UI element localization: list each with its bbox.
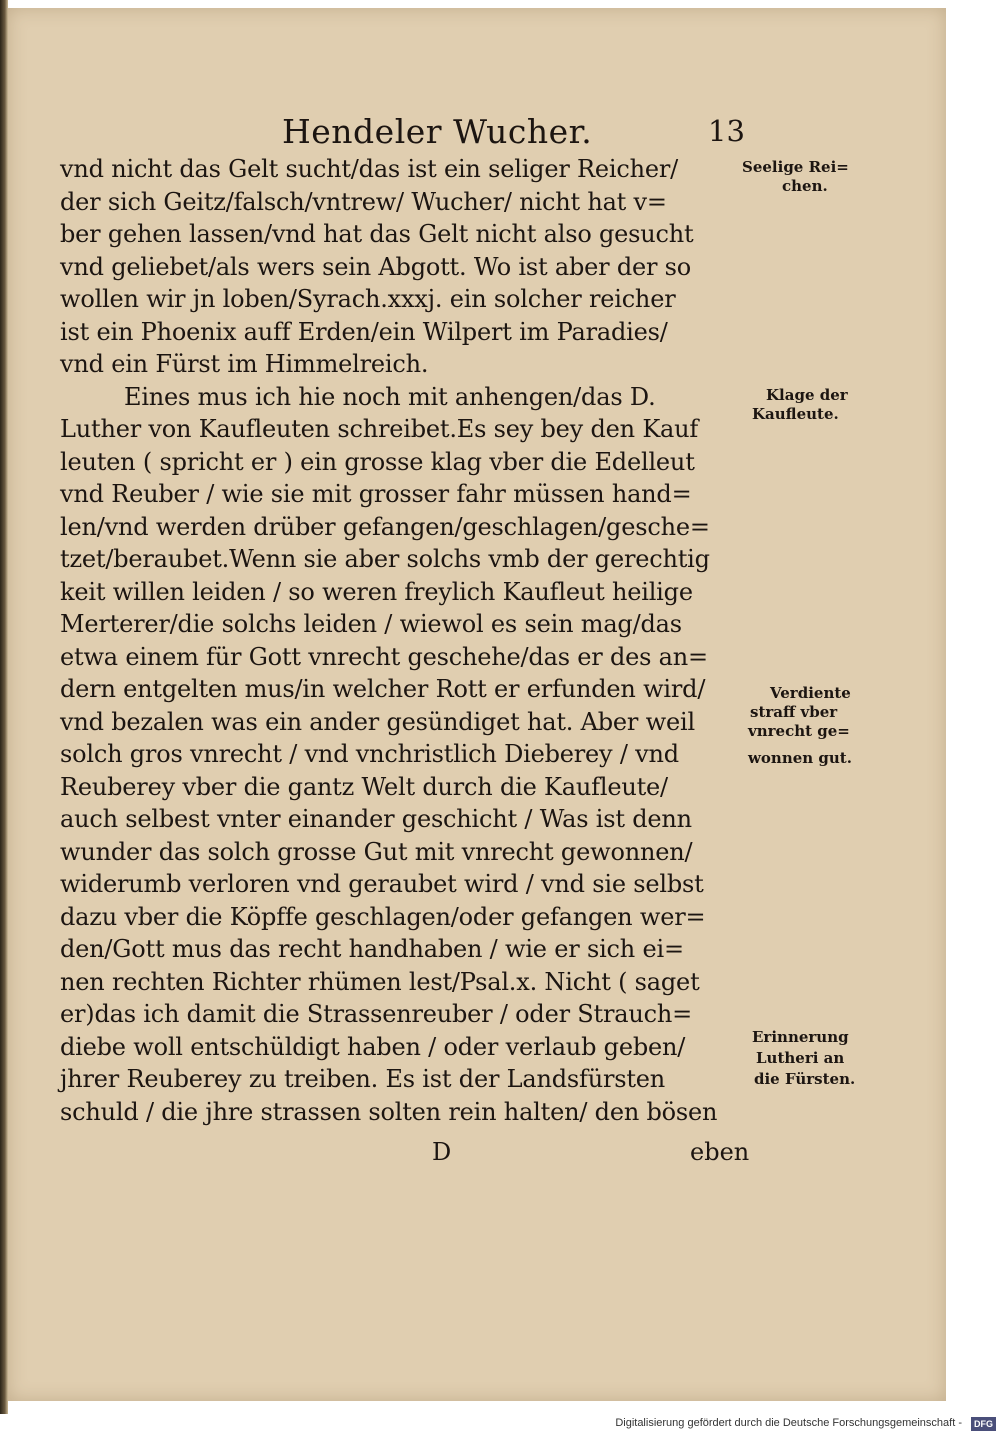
text-line: leuten ( spricht er ) ein grosse klag vber die Edelleut xyxy=(60,447,695,476)
text-line: wollen wir jn loben/Syrach.xxxj. ein solcher reicher xyxy=(60,285,676,313)
marginal-note-line: chen. xyxy=(782,177,828,195)
text-line: Luther von Kaufleuten schreibet.Es sey bey den Kauf xyxy=(60,415,699,443)
scan-margin xyxy=(946,0,1000,1414)
text-line: nen rechten Richter rhümen lest/Psal.x. Nicht ( saget xyxy=(60,967,700,996)
text-line: Reuberey vber die gantz Welt durch die Kaufleute/ xyxy=(60,772,668,801)
footer-credit: Digitalisierung gefördert durch die Deutsche Forschungsgemeinschaft - xyxy=(615,1417,962,1429)
text-line: schuld / die jhre strassen solten rein halten/ den bösen xyxy=(60,1097,718,1126)
text-line: ber gehen lassen/vnd hat das Gelt nicht also gesucht xyxy=(60,220,694,248)
text-line: jhrer Reuberey zu treiben. Es ist der Landsfürsten xyxy=(60,1065,666,1093)
marginal-note-erinnerung-lutheri xyxy=(752,1028,892,1089)
text-line: diebe woll entschüldigt haben / oder verlaub geben/ xyxy=(60,1032,686,1061)
marginal-note-line: Lutheri an xyxy=(756,1049,845,1067)
text-line: dazu vber die Köpffe geschlagen/oder gefangen wer= xyxy=(60,902,706,931)
text-line: dern entgelten mus/in welcher Rott er erfunden wird/ xyxy=(60,675,706,703)
marginal-note-line: Kaufleute. xyxy=(752,405,839,423)
marginal-note-line: Klage der xyxy=(766,386,848,404)
page-number: 13 xyxy=(708,114,745,148)
text-line: wunder das solch grosse Gut mit vnrecht gewonnen/ xyxy=(60,837,693,866)
marginal-note-line: Seelige Rei= xyxy=(742,158,849,176)
text-line: vnd nicht das Gelt sucht/das ist ein seliger Reicher/ xyxy=(60,155,679,183)
marginal-note-line: vnrecht ge= xyxy=(748,722,850,740)
text-line: keit willen leiden / so weren freylich Kaufleut heilige xyxy=(60,577,693,606)
body-text xyxy=(60,153,750,1128)
text-line: auch selbest vnter einander geschicht / Was ist denn xyxy=(60,805,692,833)
text-line: vnd bezalen was ein ander gesündiget hat. Aber weil xyxy=(60,707,695,736)
text-line: len/vnd werden drüber gefangen/geschlagen/gesche= xyxy=(60,512,710,541)
text-line: den/Gott mus das recht handhaben / wie er sich ei= xyxy=(60,935,684,963)
marginal-note-line: Verdiente xyxy=(770,684,851,702)
text-line: Merterer/die solchs leiden / wiewol es sein mag/das xyxy=(60,610,682,638)
text-line: etwa einem für Gott vnrecht geschehe/das er des an= xyxy=(60,642,708,671)
marginal-note-line: Erinnerung xyxy=(752,1028,849,1046)
text-line: ist ein Phoenix auff Erden/ein Wilpert im Paradies/ xyxy=(60,317,668,346)
text-line: vnd ein Fürst im Himmelreich. xyxy=(60,350,429,378)
catchword: eben xyxy=(690,1138,750,1166)
marginal-note-line: die Fürsten. xyxy=(754,1070,856,1088)
text-line: vnd Reuber / wie sie mit grosser fahr müssen hand= xyxy=(60,480,692,508)
marginal-note-klage-der-kaufleute xyxy=(752,386,892,424)
text-line: solch gros vnrecht / vnd vnchristlich Dieberey / vnd xyxy=(60,740,679,768)
text-line: er)das ich damit die Strassenreuber / oder Strauch= xyxy=(60,1000,693,1028)
marginal-note-line: straff vber xyxy=(750,703,838,721)
text-line: widerumb verloren vnd geraubet wird / vnd sie selbst xyxy=(60,870,704,898)
marginal-note-line: wonnen gut. xyxy=(748,749,852,767)
marginal-note-verdiente-straff xyxy=(748,684,888,768)
signature-mark: D xyxy=(432,1138,452,1166)
footer-bar xyxy=(0,1414,1000,1435)
running-head: Hendeler Wucher. xyxy=(282,112,593,151)
text-line: Eines mus ich hie noch mit anhengen/das D. xyxy=(124,382,656,411)
book-spine-edge xyxy=(0,0,8,1414)
text-line: vnd geliebet/als wers sein Abgott. Wo ist aber der so xyxy=(60,252,692,281)
text-line: der sich Geitz/falsch/vntrew/ Wucher/ nicht hat v= xyxy=(60,187,667,216)
marginal-note-seelige-reichen xyxy=(742,158,882,196)
text-line: tzet/beraubet.Wenn sie aber solchs vmb der gerechtig xyxy=(60,545,710,573)
dfg-logo: DFG xyxy=(971,1417,996,1431)
